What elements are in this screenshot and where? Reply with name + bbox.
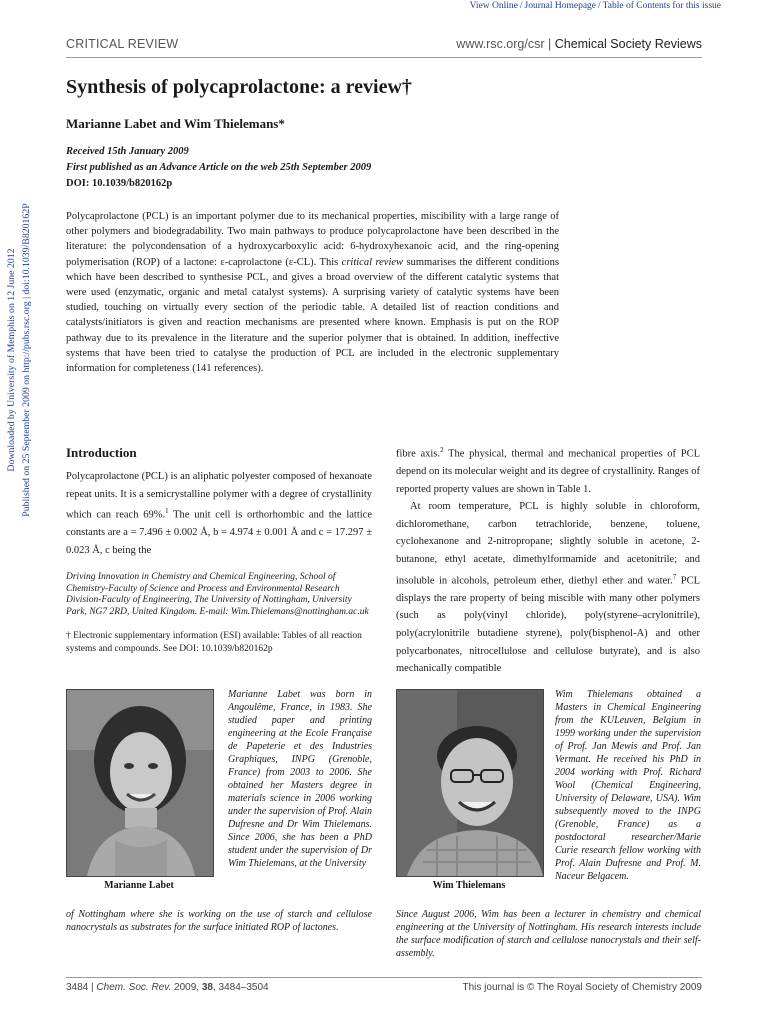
footer-rule (66, 977, 702, 978)
view-online-link[interactable]: View Online (469, 1, 518, 11)
portrait-illustration (67, 690, 213, 876)
publication-dates (66, 144, 371, 192)
link-separator: / (598, 1, 601, 11)
reference-marker: 1 (165, 507, 169, 516)
paragraph (396, 442, 700, 498)
section-label: CRITICAL REVIEW (66, 37, 179, 51)
footer-citation (66, 982, 269, 993)
download-notice (4, 124, 34, 596)
biography-labet-continued: of Nottingham where she is working on the use of starch and cellulose nanocrystals as substrates for the surface initiated ROP of lactones. (66, 909, 372, 933)
article-title: Synthesis of polycaprolactone: a review† (66, 76, 412, 98)
journal-url: www.rsc.org/csr (456, 37, 545, 51)
portrait-illustration (397, 690, 543, 876)
abstract (66, 209, 559, 376)
journal-homepage-link[interactable]: Journal Homepage (524, 1, 597, 11)
journal-abbreviation: Chem. Soc. Rev. (96, 982, 172, 993)
paragraph (396, 498, 700, 677)
doi: DOI: 10.1039/b820162p (66, 178, 173, 189)
body-text: The unit cell is orthorhombic and the lattice constants are a = 7.496 ± 0.002 Å, b = 4.974 ± 0.001 Å and c = 17.297 ± 0.023 Å, c being the (66, 509, 372, 556)
received-date: Received 15th January 2009 (66, 146, 189, 157)
body-text: Polycaprolactone (PCL) is an aliphatic polyester composed of hexanoate repeat units. It is a semicrystalline polymer with a degree of crystallinity which can reach 69%. (66, 471, 372, 521)
biography-thielemans: Wim Thielemans obtained a Masters in Chemical Engineering from the KULeuven, Belgium in 1999 working under the supervision of Prof. Jan Mewis and Prof. Jan Vermant. He received his PhD in 2004 working with Prof. Richard Wool (Chemical Engineering, University of Delaware, USA). Wim subsequently moved to the INPG (Grenoble, France) as a postdoctoral researcher/Marie Curie research fellow working with Prof. Alain Dufresne and Prof. M. Naceur Belgacem. (555, 689, 701, 882)
body-text: At room temperature, PCL is highly soluble in chloroform, dichloromethane, carbon tetrachloride, benzene, toluene, cyclohexanone and 2-nitropropane; slightly soluble in acetone, 2-butanone, ethyl acetate, dimethylformamide and acetonitrile; and insoluble in alcohols, petroleum ether, diethyl ether and water. (396, 501, 700, 587)
abstract-text: summarises the different conditions which have been described to synthesise PCL, and gives a broad overview of the different catalytic systems that were used (enzymatic, organic and metal catalyst systems). A surprising variety of catalytic systems have been studied, touching on virtually every section of the periodic table. A detailed list of reaction conditions and catalysts/initiators is given and reaction mechanisms are presented where known. Emphasis is put on the ROP pathway due to its prevalence in the literature and the superior polymer that is obtained. In addition, ineffective systems that have been tried to catalyse the production of PCL are included in the electronic supplementary information for completeness (141 references). (66, 256, 559, 375)
footer-copyright: This journal is © The Royal Society of Chemistry 2009 (462, 982, 702, 993)
footer-year: 2009, (174, 982, 200, 993)
footer-volume: 38 (201, 982, 213, 993)
download-notice-line: Downloaded by University of Memphis on 12 June 2012 (6, 248, 17, 472)
section-heading: Introduction (66, 445, 137, 460)
table-of-contents-link[interactable]: Table of Contents for this issue (602, 1, 721, 11)
reference-marker: 7 (672, 572, 677, 581)
photo-caption-labet: Marianne Labet (104, 880, 174, 891)
abstract-text: Polycaprolactone (PCL) is an important polymer due to its mechanical properties, miscibility with a large range of other polymers and biodegradability. Two main pathways to produce polycaprolactone have been described in the literature: the polycondensation of a hydroxycarboxylic acid: 6-hydroxyhexanoic acid, and the ring-opening polymerisation (ROP) of a lactone: ε-caprolactone (ε-CL). This (66, 211, 559, 268)
journal-header (456, 37, 702, 51)
footer-pages: , 3484–3504 (212, 982, 269, 993)
top-links-bar (470, 1, 721, 11)
intro-right-column (396, 442, 700, 678)
body-text: The physical, thermal and mechanical properties of PCL depend on its molecular weight and its degree of crystallinity. Ranges of reported property values are shown in Table 1. (396, 448, 700, 495)
body-text: PCL displays the rare property of being miscible with many other polymers (such as poly(vinyl chloride), poly(styrene–acrylonitrile), poly(acrylonitrile butadiene styrene), poly(bisphenol-A) and other polycarbonates, nitrocellulose and cellulose butyrate), and is also mechanically compatible (396, 575, 700, 675)
biography-labet: Marianne Labet was born in Angoulême, France, in 1983. She studied paper and printing engineering at the Ecole Française de Papeterie et des Industries Graphiques, INPG (Grenoble, France) from 2003 to 2006. She obtained her Masters degree in materials science in 2006 working under the supervision of Prof. Alain Dufresne and Dr Wim Thielemans. Since 2006, she has been a PhD student under the supervision of Dr Wim Thielemans, at the University (228, 689, 372, 869)
header-rule (66, 57, 702, 58)
link-separator: / (519, 1, 523, 11)
author-photo-labet (66, 689, 214, 877)
abstract-emphasis: critical review (341, 256, 404, 268)
published-notice-line: Published on 25 September 2009 on http://pubs.rsc.org | doi:10.1039/B820162P (21, 203, 32, 517)
journal-name: Chemical Society Reviews (554, 37, 702, 51)
esi-footnote: † Electronic supplementary information (ESI) available: Tables of all reaction systems and compounds. See DOI: 10.1039/b820162p (66, 631, 362, 654)
body-text: fibre axis. (396, 448, 441, 460)
author-affiliation: Driving Innovation in Chemistry and Chemical Engineering, School of Chemistry-Faculty of Science and Process and Environmental Research Division-Faculty of Engineering, The University of Nottingham, University Park, NG7 2RD, United Kingdom. E-mail: Wim.Thielemans@nottingham.ac.uk (66, 572, 369, 617)
biography-thielemans-continued: Since August 2006, Wim has been a lecturer in chemistry and chemical engineering at the University of Nottingham. His research interests include the surface modification of starch and cellulose nanocrystals and their self-assembly. (396, 909, 701, 959)
author-photo-thielemans (396, 689, 544, 877)
header-divider: | (547, 37, 552, 51)
footer-divider: | (91, 982, 94, 993)
intro-left-column (66, 468, 372, 559)
first-published-date: First published as an Advance Article on the web 25th September 2009 (66, 162, 372, 173)
page-number: 3484 (66, 982, 89, 993)
article-authors: Marianne Labet and Wim Thielemans* (66, 116, 285, 131)
reference-marker: 2 (440, 446, 444, 454)
photo-caption-thielemans: Wim Thielemans (432, 880, 506, 891)
